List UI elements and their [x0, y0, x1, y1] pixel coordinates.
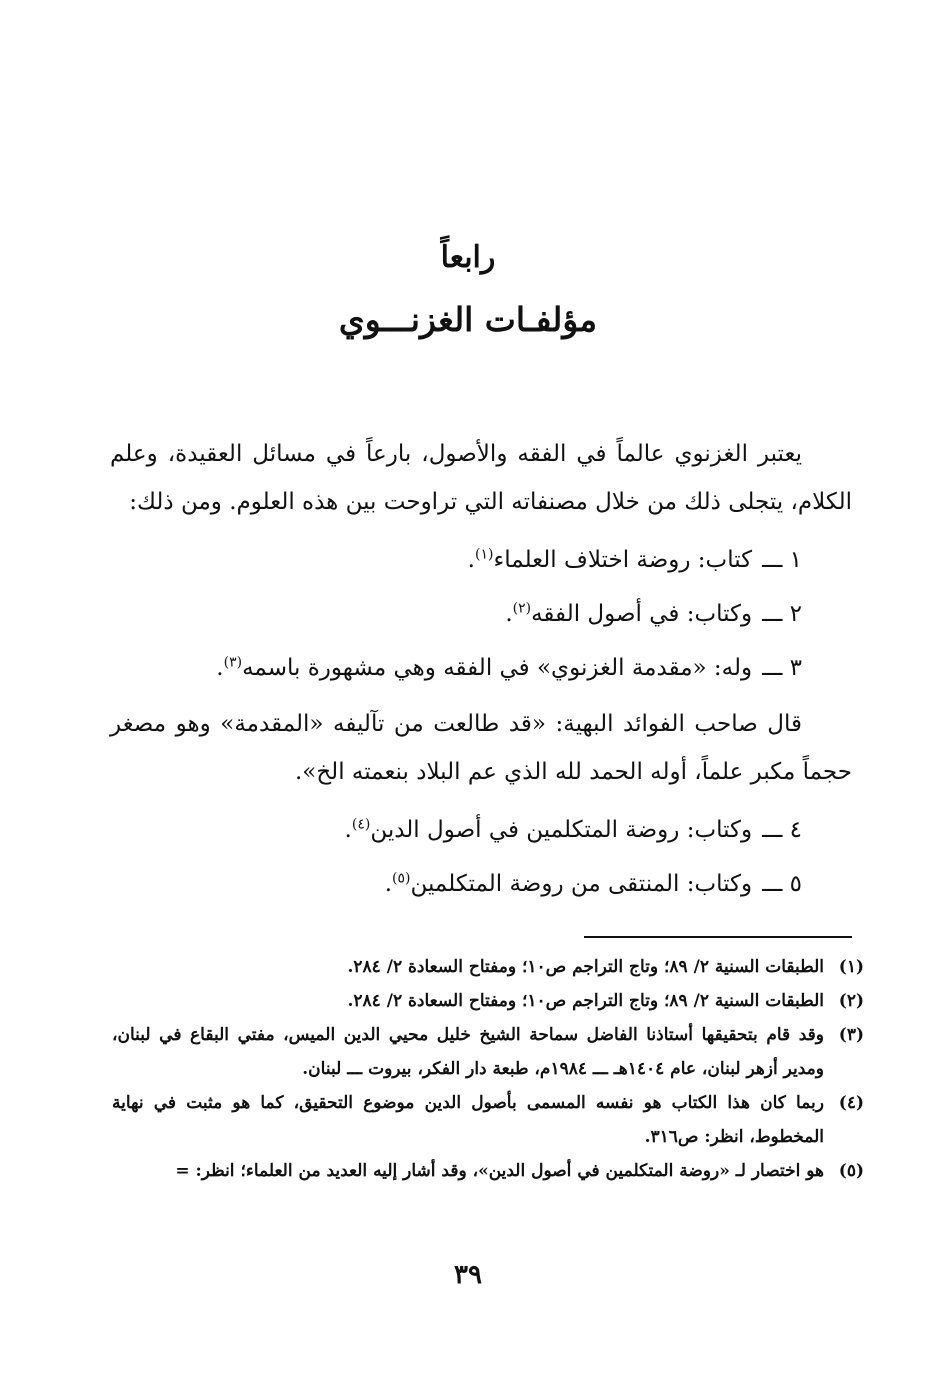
- item-end: .: [216, 655, 224, 681]
- item-text: وكتاب: روضة المتكلمين في أصول الدين: [370, 817, 753, 843]
- item-end: .: [344, 817, 352, 843]
- section-number: رابعاً: [440, 240, 496, 275]
- footnote-ref: (٣): [223, 654, 243, 671]
- footnote-number: (٥): [838, 1161, 864, 1181]
- footnote-ref: (٥): [392, 870, 411, 887]
- footnote-text: وقد قام بتحقيقها أستاذنا الفاضل سماحة الشيخ خليل محيي الدين الميس، مفتي البقاع في لبنان، ومدير أزهر لبنان، عام ١٤٠٤هـ ـــ ١٩٨٤م، طبعة دار الفكر، بيروت ـــ لبنان.: [112, 1025, 824, 1079]
- section-title: مؤلفـات الغزنـــوي: [338, 300, 598, 339]
- item-number: ٢ ـــ: [762, 601, 802, 627]
- footnote: [112, 1018, 864, 1086]
- item-number: ١ ـــ: [762, 547, 802, 573]
- quote-paragraph: قال صاحب الفوائد البهية: «قد طالعت من تآليفه «المقدمة» وهو مصغر حجماً مكبر علماً، أوله الحمد لله الذي عم البلاد بنعمته الخ».: [110, 711, 852, 785]
- footnote-text: هو اختصار لـ «روضة المتكلمين في أصول الدين»، وقد أشار إليه العديد من العلماء؛ انظر: =: [175, 1161, 824, 1181]
- list-item: [110, 644, 852, 692]
- footnote-number: (١): [838, 957, 864, 977]
- footnote-text: ربما كان هذا الكتاب هو نفسه المسمى بأصول الدين موضوع التحقيق، كما هو مثبت في نهاية المخطوط، انظر: ص٣١٦.: [112, 1093, 824, 1147]
- footnote-number: (٤): [838, 1093, 864, 1113]
- footnote-ref: (٢): [512, 600, 532, 617]
- footnote-number: (٣): [838, 1025, 864, 1045]
- footnote: [112, 1154, 864, 1188]
- list-item: [110, 806, 852, 854]
- item-text: وكتاب: في أصول الفقه: [531, 601, 753, 627]
- item-text: وكتاب: المنتقى من روضة المتكلمين: [410, 871, 753, 897]
- footnote-divider: [584, 936, 852, 938]
- footnote-number: (٢): [838, 991, 864, 1011]
- item-end: .: [384, 871, 392, 897]
- footnote: [112, 984, 864, 1018]
- list-item: [110, 860, 852, 908]
- item-number: ٤ ـــ: [762, 817, 802, 843]
- intro-paragraph: يعتبر الغزنوي عالماً في الفقه والأصول، بارعاً في مسائل العقيدة، وعلم الكلام، يتجلى ذلك من خلال مصنفاته التي تراوحت بين هذه العلوم. ومن ذلك:: [110, 441, 852, 515]
- list-item: [110, 536, 852, 584]
- main-text: [110, 430, 852, 910]
- footnote: [112, 950, 864, 984]
- footnote: [112, 1086, 864, 1154]
- footnotes: [112, 950, 864, 1188]
- item-number: ٣ ـــ: [762, 655, 802, 681]
- item-number: ٥ ـــ: [762, 871, 802, 897]
- list-item: [110, 590, 852, 638]
- item-text: كتاب: روضة اختلاف العلماء: [493, 547, 753, 573]
- footnote-text: الطبقات السنية ٢/ ٨٩؛ وتاج التراجم ص١٠؛ ومفتاح السعادة ٢/ ٢٨٤.: [347, 957, 824, 977]
- footnote-text: الطبقات السنية ٢/ ٨٩؛ وتاج التراجم ص١٠؛ ومفتاح السعادة ٢/ ٢٨٤.: [347, 991, 824, 1011]
- item-end: .: [467, 547, 475, 573]
- item-end: .: [505, 601, 513, 627]
- page-number: ٣٩: [454, 1260, 482, 1290]
- footnote-ref: (١): [474, 546, 494, 563]
- item-text: وله: «مقدمة الغزنوي» في الفقه وهي مشهورة باسمه: [242, 655, 753, 681]
- footnote-ref: (٤): [351, 816, 371, 833]
